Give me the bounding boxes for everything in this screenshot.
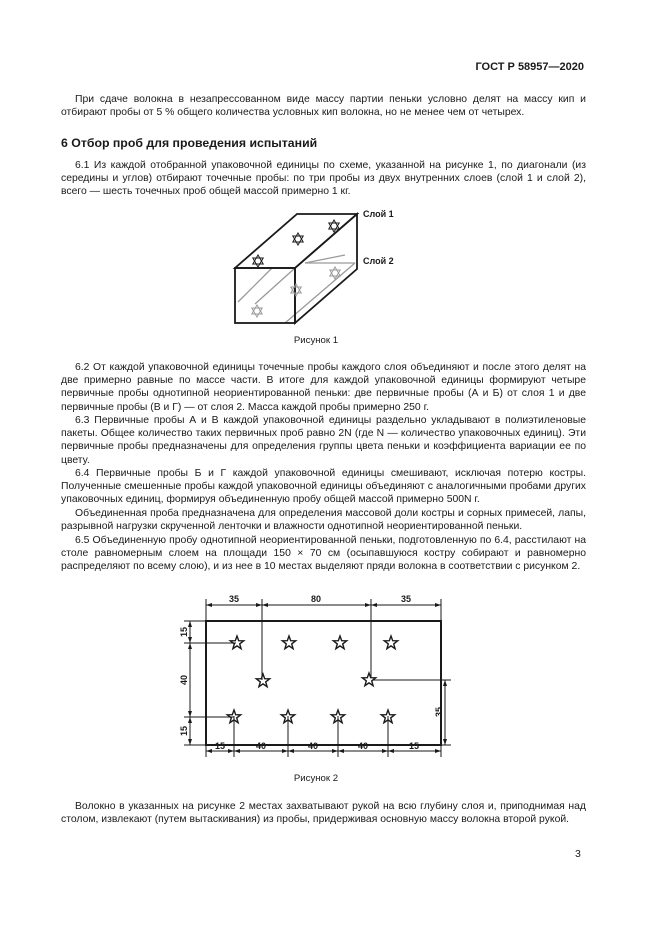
- intro-paragraph: При сдаче волокна в незапрессованном виде массу партии пеньки условно делят на массу кип и отбирают пробы от 5 % общего количества условных кип волокна, но не менее чем от четырех.: [61, 94, 586, 119]
- dim-bottom-3: 40: [307, 741, 319, 751]
- dim-left-1: 15: [179, 626, 189, 638]
- page-number: 3: [575, 848, 581, 860]
- dim-top-3: 35: [400, 594, 412, 604]
- paragraph-6-2: 6.2 От каждой упаковочной единицы точечные пробы каждого слоя объединяют и после этого делят на две примерно равные по массе части. В итоге для каждой упаковочной единицы формируют четыре первичные пробы однотипной неориентированной пеньки: две первичные пробы (А и Б) от слоя 1 и две первичные пробы (В и Г) — от слоя 2. Масса каждой пробы примерно 250 г.: [61, 362, 586, 413]
- dim-top-2: 80: [310, 594, 322, 604]
- figure-2-sampling-layout: [175, 592, 465, 767]
- figure-2-caption: Рисунок 2: [293, 773, 339, 784]
- dim-bottom-2: 40: [255, 741, 267, 751]
- paragraph-6-3: 6.3 Первичные пробы А и В каждой упаковочной единицы раздельно укладывают в полиэтиленовые пакеты. Общее количество таких первичных проб равно 2N (где N — количество упаковочных единиц). Эти первичные пробы предназначены для определения группы цвета пеньки и коэффициента вариации ее по цвету.: [61, 415, 586, 466]
- section-title: 6 Отбор проб для проведения испытаний: [61, 136, 318, 150]
- paragraph-6-5: 6.5 Объединенную пробу однотипной неориентированной пеньки, подготовленную по 6.4, расстилают на столе равномерным слоем на площади 150 × 70 см (осыпавшуюся костру собирают и равномерно распределяют по всему слою), и из нее в 10 местах выделяют пряди волокна в соответствии с рисунком 2.: [61, 535, 586, 573]
- dim-bottom-5: 15: [408, 741, 420, 751]
- dim-bottom-1: 15: [214, 741, 226, 751]
- paragraph-6-4: 6.4 Первичные пробы Б и Г каждой упаковочной единицы смешивают, исключая потерю костры. Полученные смешенные пробы каждой упаковочной единицы объединяют с аналогичными пробами других упаковочных единиц, формируя объединенную пробу общей массой примерно 500N г.: [61, 468, 586, 506]
- layer-2-label: Слой 2: [363, 256, 394, 266]
- paragraph-6-1: 6.1 Из каждой отобранной упаковочной единицы по схеме, указанной на рисунке 1, по диагонали (из середины и углов) отбирают точечные пробы: по три пробы из двух внутренних слоев (слой 1 и слой 2), всего — шесть точечных проб общей массой примерно 1 кг.: [61, 160, 586, 198]
- doc-header-code: ГОСТ Р 58957—2020: [475, 61, 584, 73]
- figure-1-caption: Рисунок 1: [293, 335, 339, 346]
- final-paragraph: Волокно в указанных на рисунке 2 местах захватывают рукой на всю глубину слоя и, приподнимая над столом, извлекают (путем вытаскивания) из пробы, придерживая основную массу волокна второй рукой.: [61, 801, 586, 826]
- dim-bottom-4: 40: [357, 741, 369, 751]
- paragraph-6-4-note: Объединенная проба предназначена для определения массовой доли костры и сорных примесей, лапы, разрывной нагрузки скрученной ленточки и влажности однотипной неориентированной пеньки.: [61, 508, 586, 533]
- figure-1-box-diagram: [225, 206, 415, 331]
- dim-right: 35: [434, 706, 444, 718]
- dim-left-3: 15: [179, 725, 189, 737]
- dim-top-1: 35: [228, 594, 240, 604]
- dim-left-2: 40: [179, 674, 189, 686]
- layer-1-label: Слой 1: [363, 209, 394, 219]
